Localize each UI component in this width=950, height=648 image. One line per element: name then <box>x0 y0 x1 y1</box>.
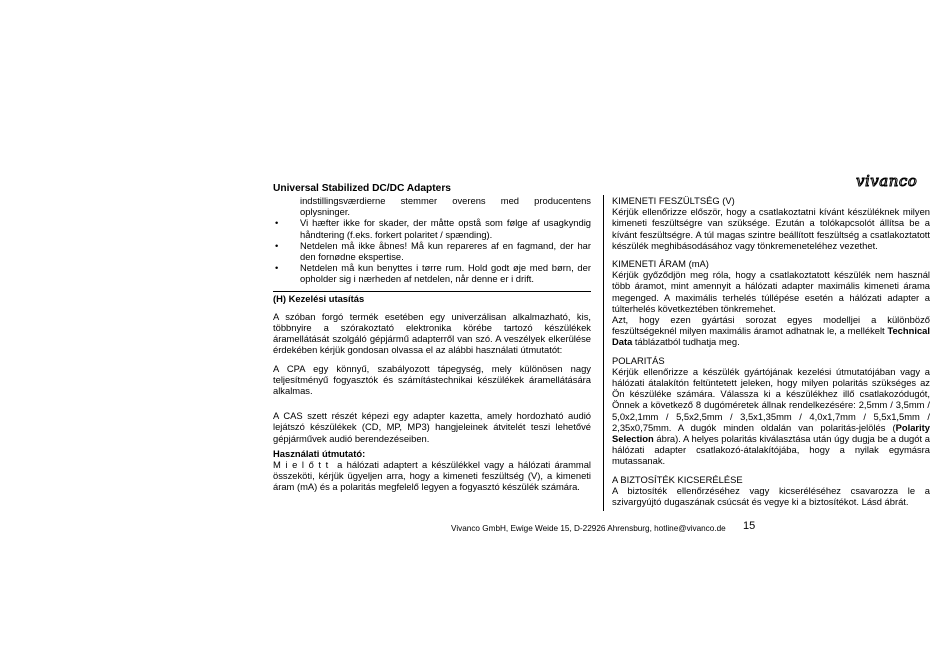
section-rule <box>273 291 591 292</box>
output-current-text-2 <box>612 314 930 348</box>
page-number: 15 <box>743 520 756 532</box>
intro-paragraph: A szóban forgó termék esetében egy univerzálisan alkalmazható, kis, többnyire a szórakoztató elektronika körébe tartozó készülékek áramellátását szolgáló gépjármű adapterről van szó. A veszélyek elkerülése érdekében kérjük gondosan olvassa el az alábbi használati útmutatót: <box>273 310 591 356</box>
output-voltage-text: Kérjük ellenőrizze először, hogy a csatlakoztatni kívánt készüléknek milyen kimeneti feszültségre van szüksége. Ezután a tolókapcsolót állítsa be a kívánt feszültségre. A túl magas szintre beállított feszültség a csatlakoztatott készülék meghibásodásához vagy tönkremeneteléhez vezethet. <box>612 206 930 251</box>
list-item: • Vi hæfter ikke for skader, der måtte opstå som følge af usagkyndig håndtering (f.eks. forkert polaritet / spænding). <box>273 217 591 239</box>
list-item: • Netdelen må ikke åbnes! Må kun repareres af en fagmand, der har den fornødne ekspertise. <box>273 240 591 262</box>
right-column <box>612 195 930 507</box>
left-column <box>273 183 591 493</box>
section-heading-output-voltage: KIMENETI FESZÜLTSÉG (V) <box>612 195 735 206</box>
polarity-text <box>612 366 930 467</box>
continued-text: indstillingsværdierne stemmer overens med producentens oplysninger. <box>300 195 591 218</box>
usage-paragraph <box>273 459 591 493</box>
document-title: Universal Stabilized DC/DC Adapters <box>273 183 451 194</box>
polarity-text-a: Kérjük ellenőrizze a készülék gyártójának kezelési útmutatójában vagy a hálózati átalakítón feltüntetett jeleken, hogy milyen polaritás szükséges az Ön készüléke számára. Válassza ki a készülékhez illő csatlakozódugót, Önnek a következő 8 dugóméretek állnak rendelkezésére: 2,5mm / 3,5mm / 5,0x2,1mm / 5,5x2,5mm / 3,5x1,35mm / 4,0x1,7mm / 5,5x1,5mm / 2,35x0,75mm. A dugók minden oldalán van polaritás-jelölés ( <box>612 365 930 433</box>
section-heading-output-current: KIMENETI ÁRAM (mA) <box>612 258 709 270</box>
section-heading: (H) Kezelési utasítás <box>273 292 365 304</box>
polarity-text-b: ábra). A helyes polaritás kiválasztása után úgy dugja be a dugót a hálózati adapter csatlakozó-átalakítójába, hogy a nyilak egymásra mutassanak. <box>612 433 930 467</box>
footer-address: Vivanco GmbH, Ewige Weide 15, D-22926 Ahrensburg, hotline@vivanco.de <box>451 524 726 533</box>
usage-text: a hálózati adaptert a készülékkel vagy a hálózati árammal összeköti, kérjük ügyeljen arra, hogy a kimeneti feszültség (V), a kimeneti áram (mA) és a polaritás megfelelő legyen a fogyasztó készülék számára. <box>273 459 591 493</box>
output-current-text-b: táblázatból tudhatja meg. <box>632 336 740 348</box>
output-current-text: Kérjük győződjön meg róla, hogy a csatlakoztatott készülék nem használ több áramot, mint amennyit a hálózati adapter maximális kimeneti árama megenged. A maximális terhelés túllépése esetén a hálózati adapter a túlterhelés következtében tönkremehet. <box>612 269 930 314</box>
usage-heading: Használati útmutató: <box>273 447 366 459</box>
usage-lead-word: Mielőtt <box>273 459 333 471</box>
polarity-selection-label: Polarity Selection <box>612 421 930 445</box>
column-divider <box>603 195 604 511</box>
technical-data-label: Technical Data <box>612 325 930 348</box>
cpa-paragraph: A CPA egy könnyű, szabályozott tápegység, mely különösen nagy teljesítményű fogyasztók és számítástechnikai készülékek áramellátására alkalmas. <box>273 362 591 397</box>
vivanco-logo: vivanco <box>856 172 918 190</box>
cas-paragraph: A CAS szett részét képezi egy adapter kazetta, amely hordozható audió lejátszó készülékek (CD, MP, MP3) hangjeleinek átvitelét teszi lehetővé gépjárművek audió berendezéseiben. <box>273 410 591 444</box>
output-current-text-a: Azt, hogy ezen gyártási sorozat egyes modelljei a különböző feszültségeknél milyen maximális áramot adhatnak le, a mellékelt <box>612 314 930 337</box>
list-item: • Netdelen må kun benyttes i tørre rum. Hold godt øje med børn, der opholder sig i nærheden af netdelen, når denne er i drift. <box>273 262 591 284</box>
section-heading-polarity: POLARITÁS <box>612 354 665 366</box>
warning-list <box>273 217 591 284</box>
fuse-text: A biztosíték ellenőrzéséhez vagy kicseréléséhez csavarozza le a szivargyújtó dugaszának csúcsát és vegye ki a biztosítékot. Lásd ábrát. <box>612 484 930 508</box>
section-heading-fuse: A BIZTOSÍTÉK KICSERÉLÉSE <box>612 473 743 485</box>
